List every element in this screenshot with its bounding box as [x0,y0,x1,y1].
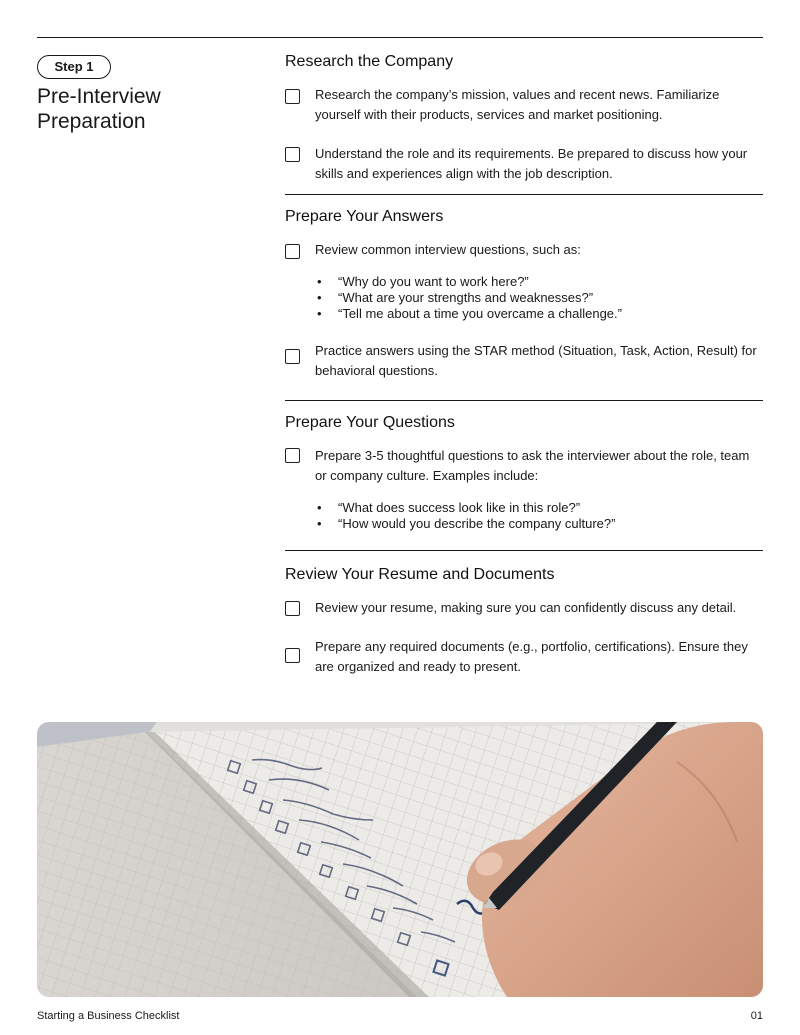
checklist-content [285,40,763,677]
bullet-item: • “Why do you want to work here?” [338,274,763,290]
section-heading: Prepare Your Questions [285,414,455,431]
item-text: Review your resume, making sure you can confidently discuss any detail. [315,600,737,615]
section-prepare-answers [285,195,763,401]
section-heading: Research the Company [285,53,454,70]
item-text: Prepare 3-5 thoughtful questions to ask the interviewer about the role, team or company culture. Examples include: [315,448,750,483]
section-heading: Prepare Your Answers [285,208,444,225]
item-text: Prepare any required documents (e.g., portfolio, certifications). Ensure they are organized and ready to present. [315,639,748,674]
checklist-item [285,446,763,486]
bullet-list [285,500,763,532]
checkbox[interactable] [285,349,300,364]
checkbox[interactable] [285,648,300,663]
checkbox[interactable] [285,147,300,162]
item-text: Review common interview questions, such as: [315,242,581,257]
section-prepare-questions [285,401,763,551]
item-text: Understand the role and its requirements. Be prepared to discuss how your skills and experiences align with the job description. [315,146,748,181]
bullet-item: • “Tell me about a time you overcame a challenge.” [338,306,763,322]
section-review-resume [285,551,763,677]
step-badge: Step 1 [37,55,111,79]
bullet-item: • “What does success look like in this role?” [338,500,763,516]
footer-page-number: 01 [750,1010,763,1022]
section-heading: Review Your Resume and Documents [285,566,555,583]
item-text: Research the company’s mission, values and recent news. Familiarize yourself with their products, services and market positioning. [315,87,720,122]
page-title: Pre-Interview Preparation [37,85,161,133]
checklist-item [285,144,763,184]
checklist-item [285,598,763,618]
top-rule [37,37,763,38]
checkbox[interactable] [285,601,300,616]
item-text: Practice answers using the STAR method (Situation, Task, Action, Result) for behavioral questions. [315,343,757,378]
checklist-item [285,637,763,677]
bullet-item: • “How would you describe the company culture?” [338,516,763,532]
checkbox[interactable] [285,448,300,463]
checklist-item [285,240,763,260]
section-research-company [285,40,763,195]
checkbox[interactable] [285,89,300,104]
checklist-item [285,85,763,125]
notebook-photo [37,722,763,997]
checkbox[interactable] [285,244,300,259]
notebook-illustration [37,722,763,997]
footer-document-title: Starting a Business Checklist [37,1010,180,1022]
bullet-list [285,274,763,322]
checklist-item [285,341,763,381]
bullet-item: • “What are your strengths and weaknesses?” [338,290,763,306]
